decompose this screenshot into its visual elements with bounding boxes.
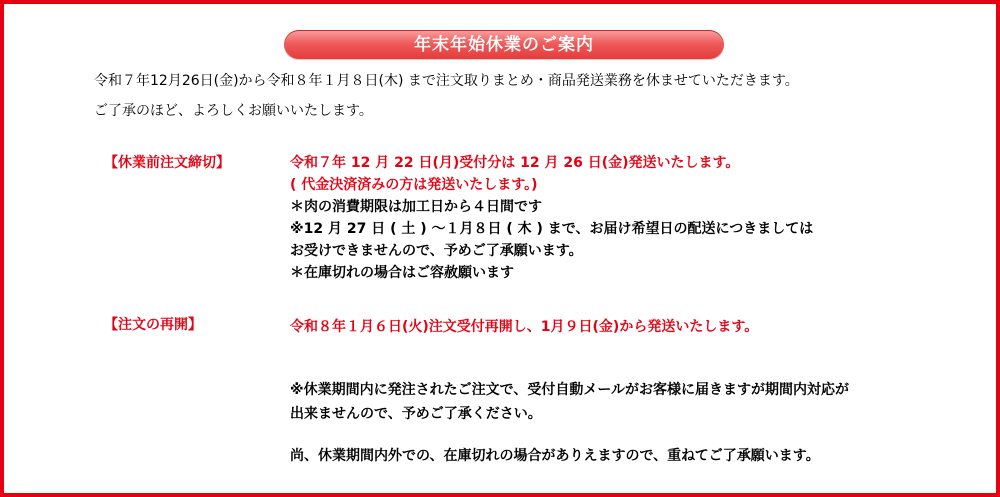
closing-payment-note: ( 代金決済済みの方は発送いたします。) [290,177,538,193]
intro-line-2: ご了承のほど、よろしくお願いいたします。 [94,103,373,119]
auto-mail-note-line-1: ※休業期間内に発注されたご注文で、受付自動メールがお客様に届きますが期間内対応が [290,382,850,398]
auto-mail-note [290,378,849,426]
out-of-stock-note: ＊在庫切れの場合はご容赦願います [290,265,514,281]
reopen-line: 令和８年１月６日(火)注文受付再開し、1月９日(金)から発送いたします。 [290,319,759,335]
section-body-reopen [290,316,758,338]
stock-note: 尚、休業期間内外での、在庫切れの場合がありえますので、重ねてご了承願います。 [290,448,820,464]
section-label-reopen: 【注文の再開】 [104,317,202,333]
closing-deadline-line: 令和７年 12 月 22 日(月)受付分は 12 月 26 日(金)発送いたします。 [290,155,740,171]
auto-mail-note-line-2: 出来ませんので、予めご了承ください。 [290,406,542,422]
delivery-date-note-cont: お受けできませんので、予めご了承願います。 [290,243,583,259]
delivery-date-note: ※12 月 27 日 ( 土 ) ～１月８日 ( 木 ) まで、お届け希望日の配送につきましては [290,221,814,237]
notice-title: 年末年始休業のご案内 [284,30,724,60]
section-body-before-closing [290,152,813,284]
meat-expiry-note: ＊肉の消費期限は加工日から４日間です [290,199,542,215]
intro-line-1: 令和７年12月26日(金)から令和８年１月８日(木) まで注文取りまとめ・商品発送業務を休ませていただきます。 [94,73,799,89]
section-label-before-closing: 【休業前注文締切】 [104,155,230,171]
